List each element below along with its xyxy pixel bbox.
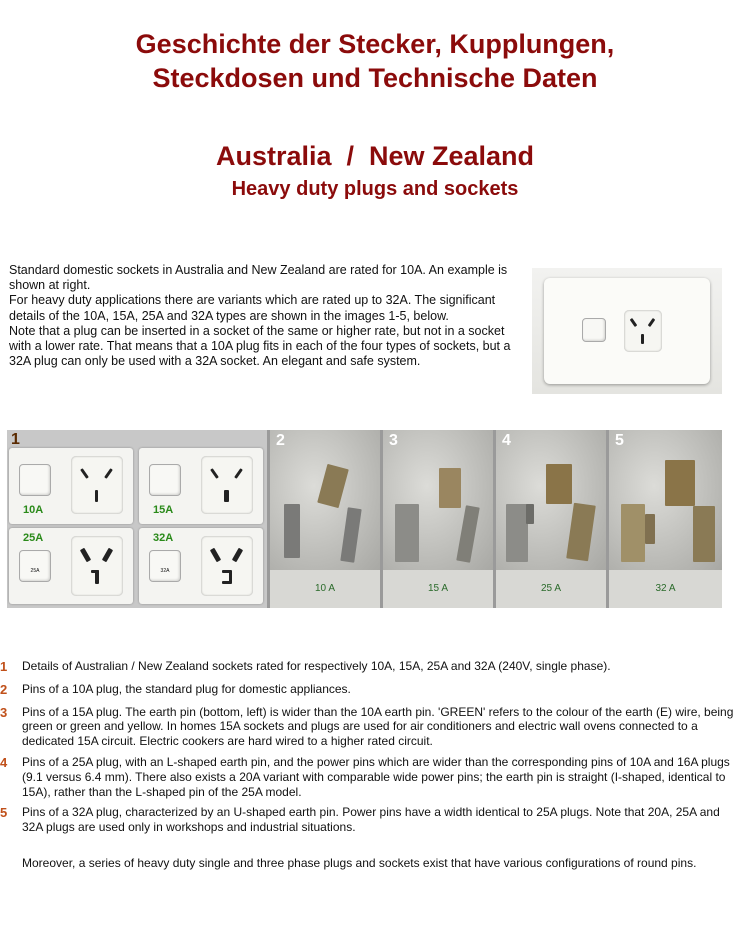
plug-pins-image (383, 430, 493, 570)
intro-paragraph: Note that a plug can be inserted in a socket of the same or higher rate, but not in a socket with a lower rate. That means that a 10A plug fits in each of the four types of sockets, but a 32A plug can only be used with a 32A socket. An elegant and safe system. (9, 323, 511, 369)
socket-example-image (532, 268, 722, 394)
panel-caption: 10 A (270, 570, 380, 608)
socket-15a (139, 448, 263, 524)
item-text: Pins of a 15A plug. The earth pin (bottom, left) is wider than the 10A earth pin. 'GREEN' refers to the colour of the earth (E) wire, being green or green and yellow. In homes 15A sockets and plugs are used for air conditioners and electric wall ovens connected to a dedicated 15A circuit. Electric cookers are hard wired to a higher rated circuit. (22, 704, 734, 749)
page-title (0, 27, 750, 95)
item-text: Pins of a 10A plug, the standard plug for domestic appliances. (22, 681, 351, 696)
plug-pins-10a (270, 430, 380, 608)
switch-icon (582, 318, 606, 342)
intro-paragraph: Standard domestic sockets in Australia and New Zealand are rated for 10A. An example is shown at right. (9, 263, 508, 293)
item-text: Pins of a 32A plug, characterized by an U-shaped earth pin. Power pins have a width identical to 25A plugs. Note that 20A, 25A and 32A plugs are used only in workshops and industrial situations. (22, 805, 720, 835)
plug-pins-32a (609, 430, 722, 608)
closing-paragraph: Moreover, a series of heavy duty single and three phase plugs and sockets exist that have various configurations of round pins. (22, 856, 697, 870)
intro-text (9, 263, 519, 369)
plug-pins-image (609, 430, 722, 570)
item-number: 4 (0, 754, 8, 770)
socket-10a (9, 448, 133, 524)
list-item (0, 805, 740, 835)
item-text: Pins of a 25A plug, with an L-shaped earth pin, and the power pins which are wider than the corresponding pins of 10A and 16A plugs (9.1 versus 6.4 mm). There also exists a 20A variant with comparable wide power pins; the earth pin is straight (I-shaped, identical to 15A), rather than the L-shaped pin of the 25A model. (22, 754, 730, 799)
rating-label: 15A (153, 504, 174, 516)
switch-label: 32A (160, 568, 170, 574)
panel-caption: 32 A (609, 570, 722, 608)
plug-pins-image (496, 430, 606, 570)
item-number: 3 (0, 704, 8, 720)
image-notes-list (0, 659, 740, 835)
outlet-icon (624, 310, 662, 352)
panel-number: 4 (502, 432, 511, 449)
socket-25a (9, 528, 133, 604)
item-number: 5 (0, 805, 8, 821)
panel-number: 5 (615, 432, 624, 449)
plug-pins-image (270, 430, 380, 570)
item-number: 2 (0, 681, 8, 697)
switch-label: 25A (30, 568, 40, 574)
plug-pins-25a (496, 430, 606, 608)
region-heading: Australia / New Zealand (215, 141, 535, 171)
image-gallery (7, 430, 722, 608)
panel-number: 1 (11, 431, 20, 448)
socket-32a (139, 528, 263, 604)
rating-label: 25A (23, 532, 44, 544)
item-text: Details of Australian / New Zealand sockets rated for respectively 10A, 15A, 25A and 32A (240V, single phase). (22, 659, 611, 673)
rating-label: 10A (23, 504, 44, 516)
list-item (0, 705, 740, 749)
item-number: 1 (0, 659, 8, 674)
socket-plate (544, 278, 710, 384)
panel-number: 3 (389, 432, 398, 449)
rating-label: 32A (153, 532, 174, 544)
subtitle: Heavy duty plugs and sockets (231, 178, 519, 200)
title-line-1: Geschichte der Stecker, Kupplungen, (135, 29, 615, 59)
title-line-2: Steckdosen und Technische Daten (152, 63, 598, 93)
list-item (0, 682, 740, 697)
panel-caption: 15 A (383, 570, 493, 608)
intro-paragraph: For heavy duty applications there are variants which are rated up to 32A. The significant details of the 10A, 15A, 25A and 32A types are shown in the images 1-5, below. (9, 293, 496, 323)
list-item (0, 659, 740, 674)
plug-pins-15a (383, 430, 493, 608)
list-item (0, 755, 740, 799)
socket-comparison-panel (7, 430, 267, 608)
panel-number: 2 (276, 432, 285, 449)
panel-caption: 25 A (496, 570, 606, 608)
